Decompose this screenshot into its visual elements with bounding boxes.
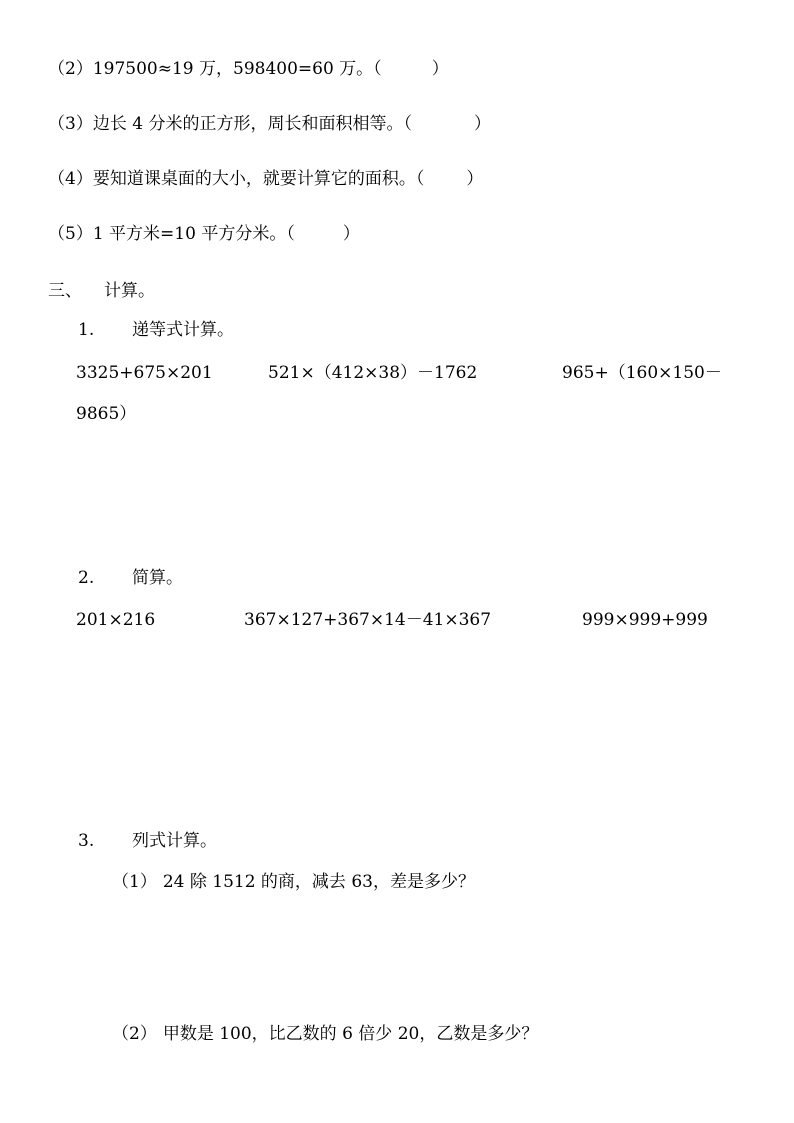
judge-item-text: 要知道课桌面的大小，就要计算它的面积。（ (92, 169, 425, 189)
expression: 367×127+367×14－41×367 (244, 610, 492, 630)
question-number: 3. (78, 831, 95, 851)
expression: 201×216 (76, 610, 156, 630)
answer-paren-close: ） (466, 169, 484, 189)
word-problem-text: 甲数是 100，比乙数的 6 倍少 20，乙数是多少？ (162, 1024, 539, 1044)
question-number: 1. (78, 320, 95, 340)
answer-paren-close: ） (431, 59, 449, 79)
judge-item-4 (48, 168, 483, 190)
question-1-heading (78, 319, 94, 341)
question-3-heading (78, 830, 94, 852)
question-3-title: 列式计算。 (132, 831, 217, 851)
question-1-title: 递等式计算。 (132, 320, 234, 340)
section-number: 三、 (48, 281, 82, 301)
judge-item-5 (48, 223, 360, 245)
judge-item-number: （3） (48, 114, 93, 134)
expression: 999×999+999 (582, 610, 708, 630)
expression: 3325+675×201 (76, 363, 213, 383)
answer-paren-close: ） (473, 114, 491, 134)
expression-continuation: 9865） (76, 404, 137, 424)
word-problem-text: 24 除 1512 的商，减去 63，差是多少？ (162, 872, 475, 892)
word-problem-number: （1） (112, 872, 157, 892)
judge-item-text: 1 平方米=10 平方分米。（ (92, 224, 295, 244)
judge-item-text: 边长 4 分米的正方形，周长和面积相等。（ (92, 114, 412, 134)
question-number: 2. (78, 568, 95, 588)
judge-item-number: （2） (48, 59, 93, 79)
answer-paren-close: ） (342, 224, 360, 244)
question-2-heading (78, 567, 94, 589)
word-problem-number: （2） (112, 1024, 157, 1044)
judge-item-text: 197500≈19 万，598400=60 万。（ (92, 59, 382, 79)
expression: 965+（160×150－ (562, 363, 722, 383)
expression: 521×（412×38）－1762 (268, 363, 478, 383)
question-2-title: 简算。 (132, 568, 183, 588)
word-problem-1 (112, 871, 475, 893)
section-heading (48, 280, 155, 302)
word-problem-2 (112, 1023, 538, 1045)
judge-item-number: （4） (48, 169, 93, 189)
judge-item-3 (48, 113, 491, 135)
judge-item-2 (48, 58, 449, 80)
section-title: 计算。 (104, 281, 155, 301)
judge-item-number: （5） (48, 224, 93, 244)
